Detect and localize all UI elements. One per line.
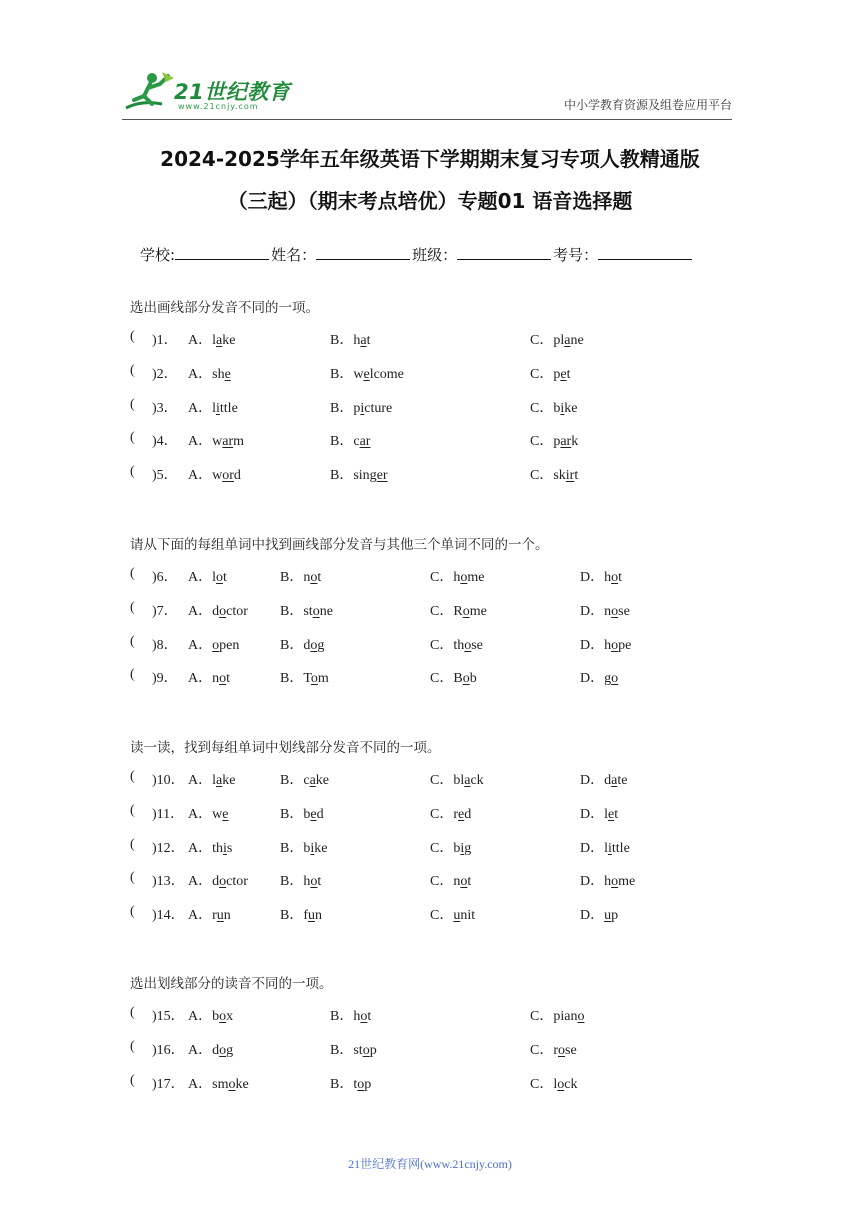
underlined-sound: e — [363, 366, 370, 382]
option-letter: C． — [430, 806, 454, 822]
answer-blank[interactable]: ( — [130, 870, 135, 886]
underlined-sound: i — [560, 400, 565, 416]
option-letter: B． — [330, 1042, 354, 1058]
underlined-sound: a — [564, 333, 571, 348]
underlined-sound: ar — [222, 434, 234, 450]
option-letter: C． — [530, 1042, 554, 1058]
option-letter: A． — [188, 840, 213, 856]
option-letter: B． — [280, 874, 304, 890]
underlined-sound: e — [222, 806, 229, 822]
answer-blank[interactable]: ( — [130, 1038, 135, 1054]
page-title-line2: （三起）（期末考点培优）专题01 语音选择题 — [227, 189, 633, 213]
option-b[interactable]: B．stone — [280, 603, 333, 619]
option-letter: D． — [580, 773, 605, 788]
option-letter: B． — [280, 637, 304, 653]
underlined-sound: u — [308, 908, 316, 924]
question-row — [130, 397, 770, 417]
underlined-sound: o — [357, 1076, 365, 1092]
option-letter: B． — [330, 468, 354, 484]
option-c[interactable]: C．skirt — [530, 468, 579, 484]
option-letter: A． — [188, 400, 213, 416]
option-letter: B． — [280, 603, 304, 619]
question-number: )17． — [152, 1076, 185, 1092]
underlined-sound: u — [604, 908, 612, 924]
option-letter: A． — [188, 570, 213, 585]
option-letter: C． — [530, 434, 554, 450]
underlined-sound: o — [462, 671, 470, 687]
section-instruction: 选出划线部分的读音不同的一项。 — [130, 976, 333, 992]
underlined-sound: e — [310, 806, 317, 822]
option-letter: A． — [188, 1042, 213, 1058]
underlined-sound: o — [611, 603, 619, 619]
option-d[interactable]: D．nose — [580, 603, 630, 619]
option-letter: C． — [530, 333, 554, 348]
underlined-sound: o — [228, 1076, 236, 1092]
section-instruction: 读一读，找到每组单词中划线部分发音不同的一项。 — [130, 740, 441, 756]
underlined-sound: i — [223, 840, 227, 856]
answer-blank[interactable]: ( — [130, 430, 135, 446]
option-a[interactable]: A．doctor — [188, 874, 248, 890]
option-letter: A． — [188, 773, 213, 788]
option-c[interactable]: C．piano — [530, 1009, 585, 1024]
option-letter: C． — [530, 366, 554, 382]
option-letter: B． — [330, 366, 354, 382]
option-letter: B． — [280, 840, 304, 856]
answer-blank[interactable]: ( — [130, 362, 135, 378]
underlined-sound: o — [310, 637, 318, 653]
question-row — [130, 1039, 770, 1059]
option-c[interactable]: C．rose — [530, 1042, 577, 1058]
underlined-sound: o — [460, 570, 468, 585]
question-number: )6． — [152, 570, 178, 585]
student-info-row — [140, 244, 694, 265]
option-letter: B． — [330, 434, 354, 450]
option-b[interactable]: B．car — [330, 434, 371, 450]
option-c[interactable]: C．red — [430, 806, 472, 822]
underlined-sound: e — [560, 366, 567, 382]
question-row — [130, 566, 770, 586]
underlined-sound: a — [360, 333, 367, 348]
header-platform-text: 中小学教育资源及组卷应用平台 — [563, 98, 732, 112]
underlined-sound: e — [224, 366, 231, 382]
school-field[interactable] — [175, 245, 269, 260]
underlined-sound: o — [362, 1042, 370, 1058]
underlined-sound: o — [557, 1076, 565, 1092]
option-b[interactable]: B．hot — [280, 874, 322, 890]
header-divider — [122, 119, 732, 120]
option-b[interactable]: B．top — [330, 1076, 372, 1092]
underlined-sound: i — [360, 400, 365, 416]
brand-logo — [122, 70, 292, 116]
underlined-sound: i — [310, 840, 315, 856]
underlined-sound: ir — [565, 468, 575, 484]
answer-blank[interactable]: ( — [130, 329, 135, 344]
option-b[interactable]: B．Tom — [280, 671, 329, 687]
logo-subtext: www.21cnjy.com — [178, 102, 259, 111]
option-a[interactable]: A．this — [188, 840, 233, 856]
option-letter: A． — [188, 908, 213, 924]
answer-blank[interactable]: ( — [130, 667, 135, 683]
option-letter: C． — [430, 874, 454, 890]
question-number: )12． — [152, 840, 185, 856]
option-a[interactable]: A．we — [188, 806, 229, 822]
option-d[interactable]: D．go — [580, 671, 619, 687]
question-number: )2． — [152, 366, 178, 382]
question-row — [130, 600, 770, 620]
underlined-sound: o — [219, 874, 227, 890]
option-a[interactable]: A．lake — [188, 333, 236, 348]
option-letter: A． — [188, 874, 213, 890]
option-d[interactable]: D．hot — [580, 570, 623, 585]
question-number: )8． — [152, 637, 178, 653]
name-label: 姓名： — [271, 246, 317, 264]
underlined-sound: o — [462, 603, 470, 619]
option-letter: C． — [530, 468, 554, 484]
underlined-sound: i — [216, 400, 220, 416]
option-c[interactable]: C．black — [430, 773, 484, 788]
option-d[interactable]: D．up — [580, 908, 619, 924]
answer-blank[interactable]: ( — [130, 566, 135, 581]
class-field[interactable] — [457, 245, 551, 260]
option-letter: A． — [188, 1009, 213, 1024]
question-row — [130, 329, 770, 349]
answer-blank[interactable]: ( — [130, 802, 135, 818]
option-a[interactable]: A．she — [188, 366, 231, 382]
underlined-sound: i — [460, 840, 465, 856]
name-field[interactable] — [316, 245, 410, 260]
option-a[interactable]: A．word — [188, 468, 241, 484]
question-row — [130, 1073, 770, 1093]
answer-blank[interactable]: ( — [130, 599, 135, 615]
option-d[interactable]: D．home — [580, 874, 636, 890]
option-a[interactable]: A．doctor — [188, 603, 248, 619]
page-header — [0, 0, 860, 125]
option-c[interactable]: C．pet — [530, 366, 571, 382]
question-row — [130, 837, 770, 857]
underlined-sound: o — [310, 671, 318, 687]
option-d[interactable]: D．little — [580, 840, 630, 856]
option-a[interactable]: A．little — [188, 400, 238, 416]
option-letter: C． — [530, 400, 554, 416]
option-letter: D． — [580, 874, 605, 890]
underlined-sound: o — [219, 671, 227, 687]
option-a[interactable]: A．lot — [188, 570, 227, 585]
option-letter: A． — [188, 366, 213, 382]
question-row — [130, 870, 770, 890]
underlined-sound: e — [458, 806, 465, 822]
underlined-sound: or — [222, 468, 234, 484]
option-c[interactable]: C．lock — [530, 1076, 578, 1092]
option-letter: A． — [188, 603, 213, 619]
underlined-sound: o — [212, 637, 220, 653]
question-number: )16． — [152, 1042, 185, 1058]
school-label: 学校: — [140, 246, 176, 264]
option-letter: C． — [530, 1076, 554, 1092]
class-label: 班级： — [412, 246, 458, 264]
underlined-sound: u — [453, 908, 461, 924]
option-letter: C． — [430, 908, 454, 924]
question-row — [130, 464, 770, 484]
option-letter: C． — [430, 840, 454, 856]
option-letter: C． — [430, 671, 454, 687]
underlined-sound: o — [219, 603, 227, 619]
answer-blank[interactable]: ( — [130, 836, 135, 852]
option-b[interactable]: B．fun — [280, 908, 323, 924]
underlined-sound: o — [219, 1009, 227, 1024]
option-letter: C． — [530, 1009, 554, 1024]
option-c[interactable]: C．those — [430, 637, 483, 653]
option-letter: B． — [330, 1076, 354, 1092]
option-letter: B． — [330, 400, 354, 416]
question-number: )4． — [152, 434, 178, 450]
option-letter: A． — [188, 637, 213, 653]
question-row — [130, 363, 770, 383]
underlined-sound: ar — [560, 434, 572, 450]
option-b[interactable]: B．cake — [280, 773, 329, 788]
answer-blank[interactable]: ( — [130, 396, 135, 412]
logo-text: 21世纪教育 — [174, 80, 291, 104]
option-letter: C． — [430, 773, 454, 788]
option-letter: B． — [280, 570, 304, 585]
option-letter: D． — [580, 908, 605, 924]
underlined-sound: o — [611, 570, 619, 585]
option-c[interactable]: C．big — [430, 840, 472, 856]
option-b[interactable]: B．bed — [280, 806, 324, 822]
page-footer: 21世纪教育网(www.21cnjy.com) — [348, 1157, 512, 1171]
question-row — [130, 769, 770, 789]
option-letter: C． — [430, 603, 454, 619]
option-b[interactable]: B．bike — [280, 840, 328, 856]
option-letter: A． — [188, 333, 213, 348]
option-letter: C． — [430, 637, 454, 653]
underlined-sound: er — [376, 468, 388, 484]
underlined-sound: o — [611, 637, 619, 653]
underlined-sound: ar — [359, 434, 371, 450]
question-number: )13． — [152, 874, 185, 890]
section-instruction: 请从下面的每组单词中找到画线部分发音与其他三个单词不同的一个。 — [130, 537, 549, 553]
answer-blank[interactable]: ( — [130, 769, 135, 784]
option-c[interactable]: C．park — [530, 434, 579, 450]
underlined-sound: e — [608, 806, 615, 822]
answer-blank[interactable]: ( — [130, 1005, 135, 1020]
option-a[interactable]: A．warm — [188, 434, 245, 450]
option-c[interactable]: C．Rome — [430, 603, 487, 619]
option-c[interactable]: C．Bob — [430, 671, 477, 687]
question-number: )5． — [152, 468, 178, 484]
underlined-sound: o — [310, 570, 318, 585]
underlined-sound: a — [216, 333, 223, 348]
option-letter: B． — [330, 333, 354, 348]
underlined-sound: o — [219, 1042, 227, 1058]
option-b[interactable]: B．welcome — [330, 366, 404, 382]
option-a[interactable]: A．dog — [188, 1042, 234, 1058]
option-letter: D． — [580, 671, 605, 687]
answer-blank[interactable]: ( — [130, 904, 135, 920]
option-b[interactable]: B．dog — [280, 637, 325, 653]
option-letter: D． — [580, 570, 605, 585]
option-letter: B． — [280, 908, 304, 924]
underlined-sound: a — [216, 773, 223, 788]
underlined-sound: a — [611, 773, 618, 788]
option-b[interactable]: B．hot — [330, 1009, 372, 1024]
option-a[interactable]: A．lake — [188, 773, 236, 788]
option-a[interactable]: A．open — [188, 637, 240, 653]
option-letter: D． — [580, 637, 605, 653]
option-d[interactable]: D．date — [580, 773, 628, 788]
option-letter: A． — [188, 468, 213, 484]
option-a[interactable]: A．smoke — [188, 1076, 249, 1092]
option-c[interactable]: C．unit — [430, 908, 476, 924]
option-letter: D． — [580, 840, 605, 856]
underlined-sound: a — [464, 773, 471, 788]
question-number: )15． — [152, 1009, 185, 1024]
underlined-sound: o — [464, 637, 472, 653]
page-title-line1: 2024-2025学年五年级英语下学期期末复习专项人教精通版 — [160, 147, 700, 171]
question-row — [130, 667, 770, 687]
option-d[interactable]: D．let — [580, 806, 619, 822]
underlined-sound: a — [309, 773, 316, 788]
underlined-sound: o — [360, 1009, 368, 1024]
question-number: )3． — [152, 400, 178, 416]
option-letter: A． — [188, 1076, 213, 1092]
underlined-sound: o — [611, 874, 619, 890]
option-letter: A． — [188, 671, 213, 687]
option-a[interactable]: A．box — [188, 1009, 234, 1024]
option-letter: C． — [430, 570, 454, 585]
question-number: )1． — [152, 333, 178, 348]
answer-blank[interactable]: ( — [130, 633, 135, 649]
answer-blank[interactable]: ( — [130, 464, 135, 480]
option-b[interactable]: B．stop — [330, 1042, 377, 1058]
question-row — [130, 634, 770, 654]
option-b[interactable]: B．picture — [330, 400, 393, 416]
option-letter: D． — [580, 603, 605, 619]
question-row — [130, 904, 770, 924]
answer-blank[interactable]: ( — [130, 1072, 135, 1088]
option-letter: A． — [188, 806, 213, 822]
option-a[interactable]: A．run — [188, 908, 231, 924]
option-b[interactable]: B．hat — [330, 333, 371, 348]
option-b[interactable]: B．singer — [330, 468, 388, 484]
option-letter: B． — [280, 806, 304, 822]
option-letter: B． — [330, 1009, 354, 1024]
underlined-sound: o — [310, 874, 318, 890]
underlined-sound: o — [558, 1042, 566, 1058]
option-letter: D． — [580, 806, 605, 822]
option-a[interactable]: A．not — [188, 671, 231, 687]
underlined-sound: o — [216, 570, 224, 585]
option-c[interactable]: C．bike — [530, 400, 578, 416]
question-number: )9． — [152, 671, 178, 687]
option-c[interactable]: C．home — [430, 570, 485, 585]
question-row — [130, 1005, 770, 1025]
option-b[interactable]: B．not — [280, 570, 322, 585]
underlined-sound: u — [216, 908, 224, 924]
option-letter: B． — [280, 773, 304, 788]
runner-logo-icon — [122, 70, 178, 116]
exam-number-field[interactable] — [598, 245, 692, 260]
question-row — [130, 430, 770, 450]
option-letter: B． — [280, 671, 304, 687]
option-letter: A． — [188, 434, 213, 450]
question-number: )11． — [152, 806, 185, 822]
question-number: )14． — [152, 908, 185, 924]
section-instruction: 选出画线部分发音不同的一项。 — [130, 300, 319, 316]
underlined-sound: o — [460, 874, 468, 890]
exam-number-label: 考号： — [553, 246, 599, 264]
underlined-sound: o — [312, 603, 320, 619]
option-c[interactable]: C．plane — [530, 333, 584, 348]
underlined-sound: o — [611, 671, 619, 687]
underlined-sound: o — [577, 1009, 585, 1024]
underlined-sound: i — [608, 840, 612, 856]
option-c[interactable]: C．not — [430, 874, 472, 890]
question-number: )7． — [152, 603, 178, 619]
question-number: )10． — [152, 773, 185, 788]
option-d[interactable]: D．hope — [580, 637, 632, 653]
question-row — [130, 803, 770, 823]
